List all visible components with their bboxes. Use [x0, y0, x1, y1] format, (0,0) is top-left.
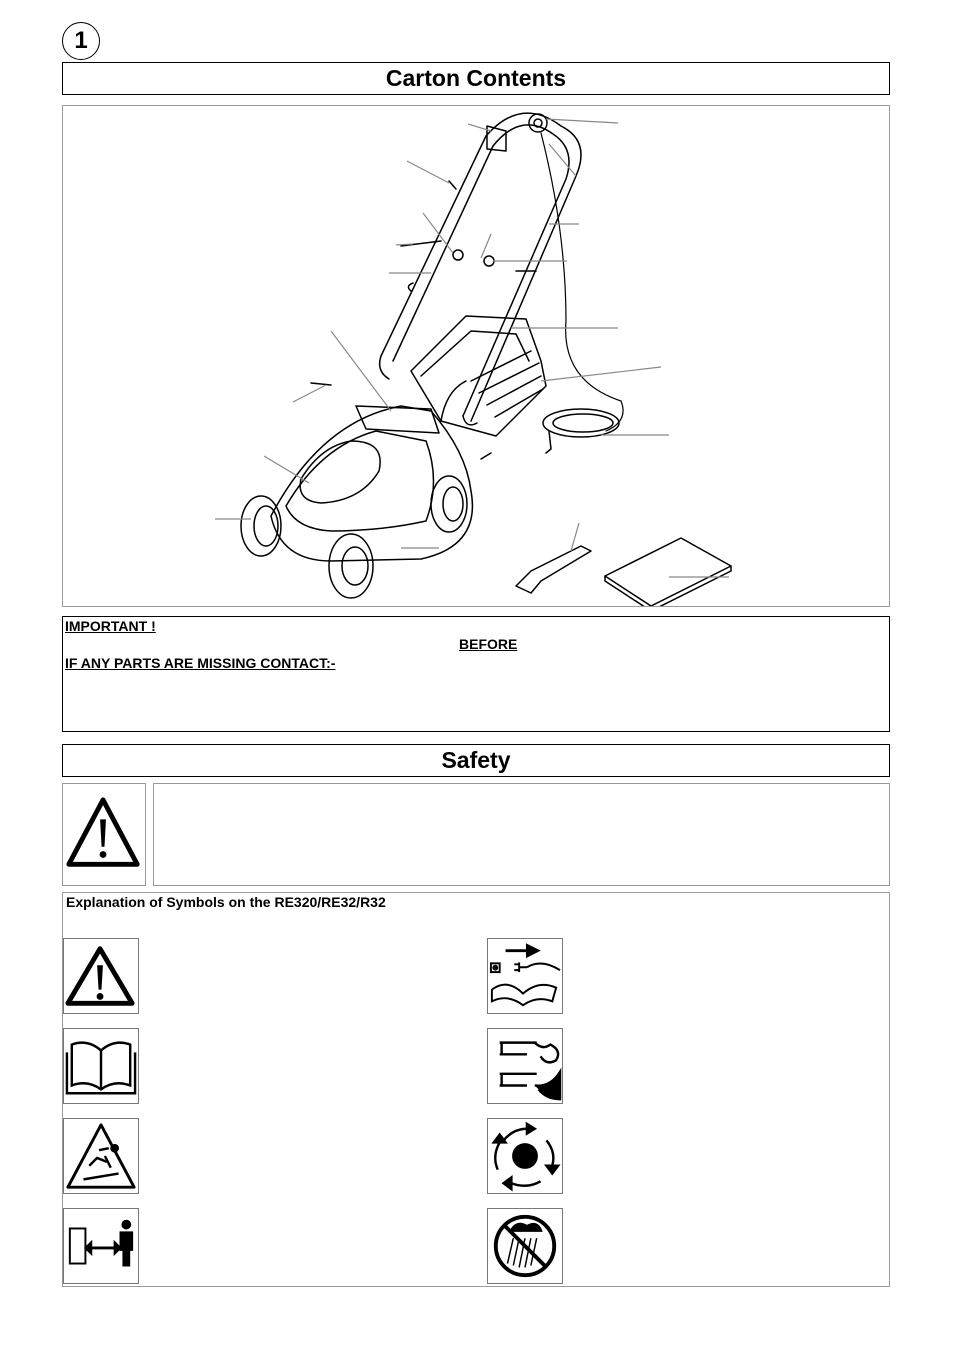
exploded-mower-diagram: [63, 106, 889, 606]
sharp-blades-icon: [487, 1028, 563, 1104]
keep-bystanders-away-icon: [63, 1208, 139, 1284]
warning-triangle-icon: [63, 784, 145, 885]
before-label: BEFORE: [459, 636, 518, 652]
safety-text-box: [153, 783, 890, 886]
important-heading: IMPORTANT !: [65, 618, 156, 634]
missing-parts-contact: IF ANY PARTS ARE MISSING CONTACT:-: [65, 655, 336, 671]
no-rain-icon: [487, 1208, 563, 1284]
rotating-blade-icon: [487, 1118, 563, 1194]
warning-triangle-icon: [63, 938, 139, 1014]
symbols-explanation-box: [62, 892, 890, 1287]
page-number: 1: [62, 22, 100, 60]
mower-parts-illustration: [62, 105, 890, 607]
unplug-before-maintenance-icon: [487, 938, 563, 1014]
thrown-objects-icon: [63, 1118, 139, 1194]
symbols-heading: Explanation of Symbols on the RE320/RE32/R32: [66, 894, 386, 910]
safety-title: Safety: [62, 744, 890, 777]
read-manual-icon: [63, 1028, 139, 1104]
safety-warning-icon-box: [62, 783, 146, 886]
carton-contents-title: Carton Contents: [62, 62, 890, 95]
important-notice-box: [62, 616, 890, 732]
